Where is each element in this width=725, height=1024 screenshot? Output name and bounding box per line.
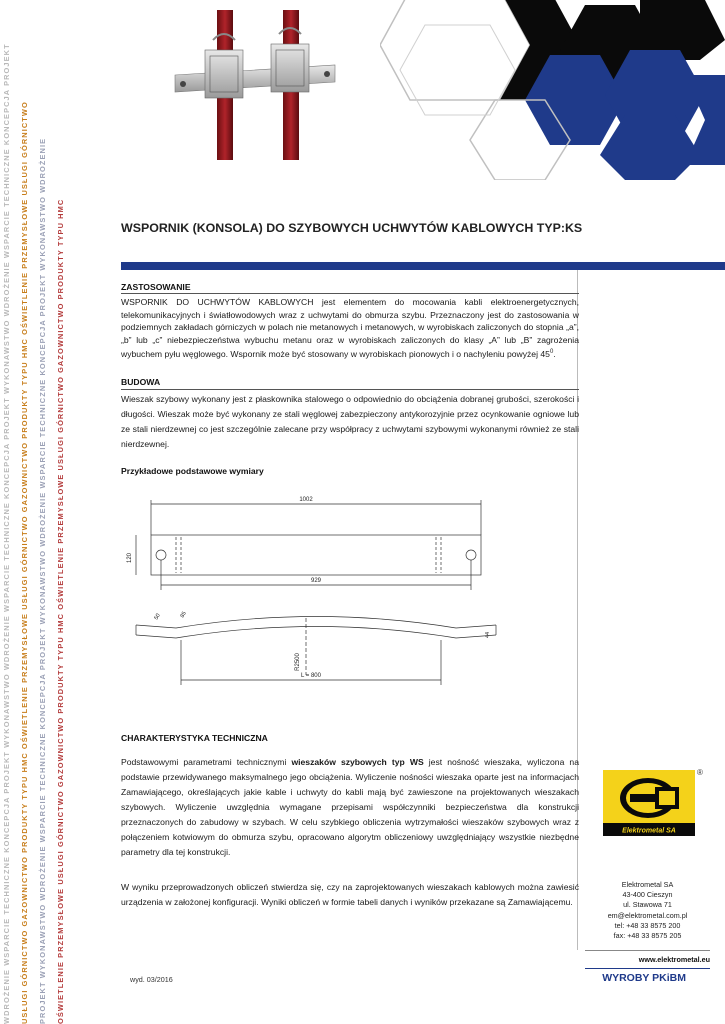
section-text-charakterystyka-1: Podstawowymi parametrami technicznymi wieszaków szybowych typ WS jest nośność wieszaka, wyliczona na podstawie przewidywanego maksymalnego jego obciążenia. Wyliczenie nośności wieszaka oparte jest na informacjach Zamawiającego, określających jakie kable i uchwyty do kabli mają być zawieszone na projektowanych wieszakach szybowych. Wyliczenie uwzględnia wymagane przepisami współczynniki bezpieczeństwa dla konstrukcji przeznaczonych do zabudowy w szybach. W celu szybkiego obliczenia wytrzymałości wieszaków szybowych wraz z połączeniem kotwiowym do obmurza szybu, opracowano algorytm obliczeniowy uwzględniający wszystkie niezbędne parametry dla tej konstrukcji.	[121, 757, 579, 857]
dim-end-3: 44	[485, 631, 491, 638]
title-bar	[121, 262, 725, 270]
side-tagline-4: OŚWIETLENIE PRZEMYSŁOWE USŁUGI GÓRNICTWO GAZOWNICTWO PRODUKTY TYPU HMC OŚWIETLENIE PRZEMYSŁOWE USŁUGI GÓRNICTWO GAZOWNICTWO PRODUKTY TYPU HMC	[56, 198, 65, 1024]
dim-radius: R2500	[295, 653, 301, 671]
side-tagline-3: PROJEKT WYKONAWSTWO WDROŻENIE WSPARCIE TECHNICZNE KONCEPCJA PROJEKT WYKONAWSTWO WDROŻENIE WSPARCIE TECHNICZNE KONCEPCJA PROJEKT WYKONAWSTWO WDROŻENIE	[38, 137, 47, 1024]
section-text-budowa: Wieszak szybowy wykonany jest z płaskownika stalowego o odpowiednio do obciążenia dobranej grubości, szerokości i długości. Wieszak może być wykonany ze stali węglowej zabezpieczony antykorozyjnie przez ocynkowanie ogniowe lub ze stali nierdzewnej co jest szczególnie zalecane przy współpracy z uchwytami szybowymi wykonanymi również ze stali nierdzewnej.	[121, 394, 579, 449]
dim-end-2: 85	[179, 610, 188, 619]
side-tagline-1: WDROŻENIE WSPARCIE TECHNICZNE KONCEPCJA PROJEKT WYKONAWSTWO WDROŻENIE WSPARCIE TECHNICZNE KONCEPCJA PROJEKT WYKONAWSTWO WDROŻENIE WSPARCIE TECHNICZNE KONCEPCJA PROJEKT	[2, 43, 11, 1024]
divider	[585, 950, 710, 951]
dim-end-1: 50	[153, 612, 162, 621]
contact-company: Elektrometal SA	[621, 880, 674, 889]
section-heading-zastosowanie: ZASTOSOWANIE	[121, 282, 191, 292]
contact-city: 43-400 Cieszyn	[622, 890, 673, 900]
logo-text: Elektrometal SA	[622, 827, 676, 835]
side-tagline-2: USŁUGI GÓRNICTWO GAZOWNICTWO PRODUKTY TYPU HMC OŚWIETLENIE PRZEMYSŁOWE USŁUGI GÓRNICTWO GAZOWNICTWO PRODUKTY TYPU HMC OŚWIETLENIE PRZEMYSŁOWE USŁUGI GÓRNICTWO	[20, 101, 29, 1024]
side-tagline-strip	[0, 0, 100, 1024]
contact-email[interactable]: em@elektrometal.com.pl	[607, 910, 688, 920]
dim-height: 120	[127, 552, 133, 564]
dimension-drawing	[121, 490, 521, 700]
section-heading-charakterystyka: CHARAKTERYSTYKA TECHNICZNA	[121, 733, 268, 743]
contact-tel: tel: +48 33 8575 200	[614, 920, 681, 930]
section-text-charakterystyka-2: W wyniku przeprowadzonych obliczeń stwierdza się, czy na zaprojektowanych wieszakach kablowych można zawiesić urządzenia w założonej konfiguracji. Wyniki obliczeń w formie tabeli danych i wyników przekazane są Zamawiającemu.	[121, 882, 579, 907]
contact-street: ul. Stawowa 71	[623, 900, 672, 910]
dim-inner: 929	[310, 578, 322, 584]
dim-total: 1002	[299, 497, 313, 503]
footer-divider	[585, 968, 710, 969]
section-heading-wymiary: Przykładowe podstawowe wymiary	[121, 466, 264, 476]
contact-fax: fax: +48 33 8575 205	[613, 931, 682, 941]
divider	[121, 293, 579, 294]
brand-label: WYROBY PKiBM	[602, 972, 686, 984]
registered-mark: ®	[697, 768, 703, 777]
elektrometal-logo	[600, 765, 705, 840]
product-render	[155, 10, 355, 160]
section-heading-budowa: BUDOWA	[121, 377, 161, 387]
website-link[interactable]: www.elektrometal.eu	[638, 955, 710, 964]
page-title: WSPORNIK (KONSOLA) DO SZYBOWYCH UCHWYTÓW KABLOWYCH TYP:KS	[121, 221, 583, 235]
section-text-zastosowanie: WSPORNIK DO UCHWYTÓW KABLOWYCH jest elementem do mocowania kabli elektroenergetycznych, telekomunikacyjnych i światłowodowych wraz z uchwytami do obmurza szybu. Przeznaczony jest do zastosowania w podziemnych zakładach górniczych w polach nie metanowych i metanowych, w wyrobiskach zaliczonych do stopnia „a”, „b” lub „c” niebezpieczeństwa wybuchu metanu oraz w wyrobiskach zaliczonych do klasy „A” lub „B” zagrożenia wybuchem pyłu węglowego. Wspornik może być stosowany w wyrobiskach pionowych i o nachyleniu powyżej $45^0$.	[121, 297, 579, 360]
divider	[121, 389, 579, 390]
contact-block	[585, 880, 710, 941]
hexagon-decoration	[380, 0, 725, 180]
dim-length: L = 800	[301, 673, 321, 679]
edition-label: wyd. 03/2016	[130, 975, 173, 984]
